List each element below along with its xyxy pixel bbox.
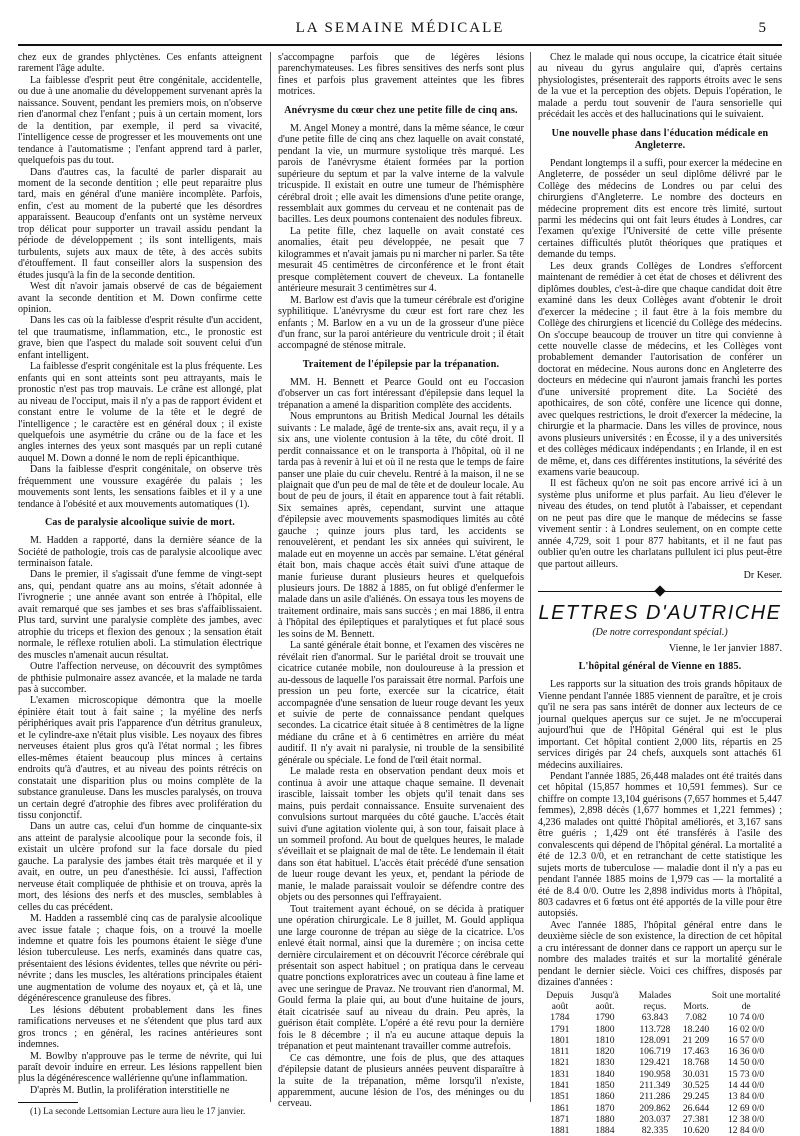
table-cell: 16 57 0/0	[727, 1034, 765, 1046]
table-cell: 16 36 0/0	[727, 1046, 765, 1058]
paragraph: La petite fille, chez laquelle on avait constaté ces anomalies, était peu développée, ne pesait que 7 kilogrammes et n'avait jamais pu ni marcher ni parler. Sa tête mesurait 45 centimètres de circonférence et le front était presque complètement couvert de cheveux. La fontanelle antérieure mesurait 3 centimètres sur 4.	[278, 225, 524, 295]
table-cell: 1800	[595, 1023, 615, 1035]
table-cell: 1860	[595, 1091, 615, 1103]
table-cell: 1801	[550, 1034, 570, 1046]
table-cell: 26.644	[682, 1102, 710, 1114]
lettres-heading: LETTRES D'AUTRICHE	[538, 602, 782, 625]
table-cell: 30.525	[682, 1080, 710, 1091]
table-cell: 1820	[595, 1046, 615, 1058]
section-ornament	[538, 587, 782, 597]
table-cell: 106.719	[639, 1046, 671, 1058]
table-cell: 1870	[595, 1102, 615, 1114]
paragraph: Pendant longtemps il a suffi, pour exercer la médecine en Angleterre, de posséder un seul diplôme délivré par le Collège des médecins de Londres ou par celui des chirurgiens d'Angleterre. Le nombre des docteurs en médecine proprement dits est encore très limité, surtout parmi les médecins qui ont fait leurs études à Londres, car l'examen qu'exige l'Université de cette ville présente certaines difficultés plutôt théoriques que pratiques et demande du temps.	[538, 157, 782, 261]
table-row	[538, 1114, 782, 1125]
article-columns	[18, 52, 782, 1136]
table-cell: 1881	[550, 1125, 570, 1136]
table-cell: 21 209	[682, 1034, 710, 1046]
paragraph: Dans le premier, il s'agissait d'une femme de vingt-sept ans, qui, pendant quatre ans au moins, s'était adonnée à l'ivrognerie ; une année avant son entrée à l'hôpital, elle avait remarqué que ses jambes et ses bras s'affaiblissaient. Plus tard, survint une paralysie complète des jambes, avec atrophie du triceps et flexion des genoux ; la sensation était normale, le réflexe rotulien aboli. La stimulation électrique des muscles n'amenait aucun résultat.	[18, 569, 262, 661]
paragraph: Dans d'autres cas, la faculté de parler disparait au moment de la seconde dentition ; elle peut reparaitre plus tard, mais en général d'une manière incomplète. Parfois, enfin, c'est au moment de la puberté que les désordres apparaissent. Beaucoup d'enfants ont un système nerveux trop délicat pour supporter un travail assidu pendant la période de développement ; ils sont intelligents, mais turbulents, sujets aux maux de tête, à des accès subits d'étouffement. Il faut conseiller alors la suspension des études jusqu'à la fin de la seconde dentition.	[18, 166, 262, 281]
paragraph: s'accompagne parfois que de légères lésions parenchymateuses. Les fibres sensitives des nerfs sont plus fines et parfois plus gravement atteintes que les fibres motrices.	[278, 52, 524, 98]
table-cell: 1840	[595, 1068, 615, 1080]
table-cell: 1841	[550, 1080, 570, 1091]
paragraph: La santé générale était bonne, et l'examen des viscères ne révélait rien d'anormal. Sur le pariétal droit se trouvait une cicatrice cutanée mobile, non douloureuse à la pression et au-dessous de laquelle l'os paraissait être normal. Parfois une pression un peu forte, exercée sur la cicatrice, était accompagnée d'une sensation de lueur rouge devant les yeux et suivie de perte de connaissance pendant quelques secondes. La cicatrice était située à 8 centimètres de la ligne médiane du crâne et à 6 centimètres en arrière du méat auditif. Il n'y avait ni paralysie, ni trouble de la sensibilité générale ou spéciale. Le fond de l'œil était normal.	[278, 640, 524, 766]
table-cell: 1830	[595, 1057, 615, 1069]
paragraph: Outre l'affection nerveuse, on découvrit des symptômes de phthisie pulmonaire assez avancée, et la malade ne tarda pas à succomber.	[18, 661, 262, 696]
table-cell: 1810	[595, 1034, 615, 1046]
column-divider	[270, 52, 271, 1102]
journal-title: LA SEMAINE MÉDICALE	[295, 20, 505, 36]
paragraph: Dans les cas où la faiblesse d'esprit résulte d'un accident, tel que traumatisme, inflammation, etc., le pronostic est grave, bien que l'aspect du malade soit souvent celui d'un enfant intelligent.	[18, 315, 262, 361]
table-cell: 190.958	[639, 1068, 671, 1080]
table-cell: 14 50 0/0	[727, 1057, 765, 1069]
section-heading-paralysie: Cas de paralysie alcoolique suivie de mort.	[45, 517, 235, 529]
table-cell: 211.349	[639, 1080, 671, 1091]
table-cell: 1791	[550, 1023, 570, 1035]
table-cell: 10 74 0/0	[727, 1012, 765, 1024]
section-heading-epilepsie: Traitement de l'épilepsie par la trépanation.	[302, 358, 500, 370]
table-cell: 10.620	[682, 1125, 710, 1136]
paragraph: La faiblesse d'esprit peut être congénitale, accidentelle, ou due à une anomalie du développement survenant après la naissance. Souvent, pendant les premiers mois, on n'observe rien d'anormal chez l'enfant ; puis à un certain moment, lors de la dentition, par exemple, il perd sa vivacité, l'intelligence cesse de progresser et les mouvements ont une tendance à l'automatisme ; l'enfant apprend tard à parler, quelquefois pas du tout.	[18, 74, 262, 167]
section-heading-anevrysme: Anévrysme du cœur chez une petite fille de cinq ans.	[284, 104, 518, 116]
table-cell: 203.037	[639, 1113, 671, 1125]
table-cell: 1790	[595, 1012, 615, 1024]
table-row	[538, 1080, 782, 1091]
table-cell: 12 69 0/0	[727, 1102, 765, 1114]
paragraph: Dans la faiblesse d'esprit congénitale, on observe très fréquemment une voussure exagérée du palais ; les mouvements sont lents, les sensations faibles et il y a une tendance à l'obésité et aux mouvements automatiques (1).	[18, 464, 262, 510]
paragraph: Les lésions débutent probablement dans les fines ramifications nerveuses et ne s'étendent que plus tard aux gros troncs ; en général, les racines antérieures sont indemnes.	[18, 1004, 262, 1051]
table-cell: 1784	[550, 1012, 570, 1024]
table-cell: 15 73 0/0	[727, 1068, 765, 1080]
table-cell: 12 84 0/0	[727, 1125, 765, 1136]
paragraph: M. Barlow est d'avis que la tumeur cérébrale est d'origine syphilitique. L'anévrysme du cœur est fort rare chez les enfants ; M. Barlow en a vu un de la grosseur d'une pièce d'un franc, sur la paroi antérieure du ventricule droit ; il était accompagné de sténose mitrale.	[278, 294, 524, 352]
table-row	[538, 1103, 782, 1114]
table-row	[538, 1024, 782, 1035]
table-cell: 113.728	[639, 1023, 671, 1035]
paragraph: Il est fâcheux qu'on ne soit pas encore arrivé ici à un système plus uniforme et plus parfait. Au lieu d'élever le niveau des études, on tend plutôt à l'abaisser, et cependant on ne peut pas dire que le manque de médecins se fasse vivement sentir : à Londres seulement, on en compte cette année 4,729, soit 1 pour 877 habitants, et il ne faut pas oublier qu'en outre les charlatans pullulent ici plus peut-être que partout ailleurs.	[538, 478, 782, 570]
column-right	[538, 52, 782, 1136]
section-heading-hopital: L'hôpital général de Vienne en 1885.	[578, 661, 742, 673]
table-cell: 128.091	[639, 1034, 671, 1046]
paragraph: Le malade resta en observation pendant deux mois et continua à avoir une attaque chaque semaine. Il devenait irascible, laissait tomber les objets qu'il tenait dans ses mains, puis perdait connaissance. Ensuite survenaient des convulsions surtout marquées du côté gauche. L'accès était suivi d'une agitation violente qui, à son tour, faisait place à un sommeil profond. Au bout de quelques heures, le malade s'éveillait et se plaignait de mal de tête. Le lendemain il était dans son état habituel. L'accès était précédé d'une sensation de lueur rouge devant les yeux, et, pendant la période de manie, le malade paraissait vouloir se défendre contre des objets ou des personnes qui l'effrayaient.	[278, 766, 524, 904]
table-cell: 27.381	[682, 1113, 710, 1125]
paragraph: Ce cas démontre, une fois de plus, que des attaques d'épilepsie datant de plusieurs années peuvent disparaître à la suite de la trépanation, même lorsqu'il n'existe, apparemment, aucune lésion de l'os, des méninges ou du cerveau.	[278, 1052, 524, 1110]
table-header: Morts.	[683, 1000, 709, 1012]
table-row	[538, 1035, 782, 1046]
page-header	[0, 8, 800, 40]
paragraph: Avec l'année 1885, l'hôpital général entre dans le deuxième siècle de son existence, la direction de cet hôpital a cru intéressant de donner dans ce rapport un aperçu sur le nombre des malades traités et sur la mortalité générale pendant le dernier siècle. Voici ces chiffres, disposés par dizaines d'années :	[538, 919, 782, 989]
table-cell: 18.768	[682, 1057, 710, 1069]
paragraph: M. Hadden a rapporté, dans la dernière séance de la Société de pathologie, trois cas de paralysie alcoolique avec terminaison fatale.	[18, 535, 262, 570]
page-number: 5	[758, 20, 766, 36]
table-row	[538, 1091, 782, 1102]
table-cell: 1884	[595, 1125, 615, 1136]
table-header: Depuis août	[546, 989, 574, 1012]
table-row	[538, 1069, 782, 1080]
dateline: Vienne, le 1er janvier 1887.	[668, 642, 782, 654]
paragraph: Dans un autre cas, celui d'un homme de cinquante-six ans atteint de paralysie alcoolique pour la seconde fois, il existait un ulcère profond sur la face dorsale du pied gauche. La paralysie des jambes était très marquée et il y avait, en outre, un peu d'anesthésie. Ici aussi, l'affection nerveuse était compliquée de phthisie et on trouva, après la mort, des lésions des nerfs et des muscles, semblables à celles du cas précédent.	[18, 821, 262, 913]
paragraph: Nous empruntons au British Medical Journal les détails suivants : Le malade, âgé de trente-six ans, avait reçu, il y a six ans, une violente contusion à la tête, du côté droit. Il perdit connaissance et on le transporta à l'hôpital, où il ne tarda pas à revenir à lui et où il ne resta que le temps de faire panser une plaie du cuir chevelu. Rentré à la maison, il ne se plaignait que d'un peu de mal de tête et de douleur locale. Au bout de peu de jours, il était en apparence tout à fait rétabli. Six semaines après, cependant, survint une attaque d'épilepsie avec mouvements spasmodiques limités au côté gauche ; quinze jours plus tard, les accidents se renouvelèrent, et pendant les six années qui suivirent, le malade eut en moyenne un accès par semaine. L'état général était bon, mais chaque accès était suivi d'une attaque de manie furieuse durant plusieurs heures et quelquefois plusieurs jours. De 1882 à 1885, on fut obligé d'enfermer le malade dans un asile d'aliénés. On essaya tous les moyens de traitement ordinaire, mais sans succès ; en mai 1886, il entra à l'hôpital des épileptiques et paralytiques et fut placé sous les soins de M. Bennett.	[278, 411, 524, 640]
correspondent-subtitle: (De notre correspondant spécial.)	[592, 627, 728, 639]
paragraph: Pendant l'année 1885, 26,448 malades ont été traités dans cet hôpital (15,857 hommes et 10,591 femmes). Sur ce chiffre on compte 13,104 guérisons (7,657 hommes et 5,447 femmes), 2,898 décès (1,677 hommes et 1,221 femmes) ; 4,236 malades ont quitté l'hôpital améliorés, et 3,167 sans être guéris ; 1,429 ont été transférés à l'asile des convalescents qui dépend de l'hôpital général. La mortalité a été de 12.3 0/0, et en retranchant de cette statistique les sujets morts de tuberculose — maladie dont il n'y a pas eu pendant l'année 1885 moins de 1,979 cas — la mortalité a été de 8.4 0/0. Outre les 2,898 individus morts à l'hôpital, 803 cadavres et 6 fœtus ont été apportés de la ville pour être autopsiés.	[538, 771, 782, 920]
table-header: Soit une mortalité de	[711, 989, 781, 1012]
table-row	[538, 1125, 782, 1136]
table-cell: 82.335	[641, 1125, 669, 1136]
table-cell: 16 02 0/0	[727, 1023, 765, 1035]
table-header: Malades reçus.	[638, 989, 672, 1012]
table-cell: 1831	[550, 1068, 570, 1080]
paragraph: Les deux grands Collèges de Londres s'efforcent maintenant de remédier à cet état de choses et délivrent des diplômes doubles, c'est-à-dire que chaque candidat doit être examiné dans les deux Collèges avant d'obtenir le droit d'exercer la médecine ; il faut être à la fois membre du Collège des chirurgiens et licencié du Collège des médecins. On s'occupe beaucoup de trouver un titre qui convienne à cette nouvelle classe de médecins, et les Collèges vont probablement demander l'autorisation de conférer un doctorat en médecine. Nous aurons donc en Angleterre des docteurs en médecine qui n'auront jamais franchi les portes d'une université proprement dite. La Société des apothicaires, de son côté, confère une licence qui donne, avec quelques restrictions, le droit d'exercer la médecine, la chirurgie et la pharmacie. Dans les villes de province, nous avons plusieurs universités : en Écosse, il y a des universités et des collèges médicaux indépendants ; en Irlande, il en est de même, et, dans ces différentes institutions, la sévérité des examens varie beaucoup.	[538, 260, 782, 478]
table-cell: 1871	[550, 1113, 570, 1125]
paragraph: West dit n'avoir jamais observé de cas de bégaiement avant la seconde dentition et M. Down confirme cette opinion.	[18, 281, 262, 315]
paragraph: M. Hadden a rassemblé cinq cas de paralysie alcoolique avec issue fatale ; chaque fois, on a trouvé la moelle indemne et quatre fois les poumons étaient le siège d'une lésion tuberculeuse. Les nerfs, examinés dans quatre cas, présentaient des lésions évidentes, telles que névrite ou péri-névrite ; dans les muscles, les altérations principales étaient une augmentation de volume des noyaux et, çà et là, une dégénérescence granuleuse des fibres.	[18, 913, 262, 1005]
table-cell: 14 44 0/0	[727, 1080, 765, 1091]
table-cell: 1821	[550, 1057, 570, 1069]
table-cell: 12 38 0/0	[727, 1113, 765, 1125]
table-cell: 13 84 0/0	[727, 1091, 765, 1103]
table-cell: 63.843	[641, 1012, 669, 1024]
table-row	[538, 1046, 782, 1057]
column-middle	[278, 52, 524, 1112]
column-divider	[530, 52, 531, 1102]
table-cell: 1851	[550, 1091, 570, 1103]
author-signature: Dr Keser.	[743, 570, 782, 582]
table-cell: 1811	[550, 1046, 570, 1058]
column-left	[18, 52, 262, 1118]
paragraph: D'après M. Butlin, la prolifération interstitielle ne	[30, 1084, 230, 1096]
paragraph: MM. H. Bennett et Pearce Gould ont eu l'occasion d'observer un cas fort intéressant d'épilepsie dans lequel la trépanation a amené la disparition complète des accidents.	[278, 376, 524, 411]
table-cell: 17.463	[682, 1046, 710, 1058]
section-heading-education: Une nouvelle phase dans l'éducation médicale en Angleterre.	[551, 127, 769, 151]
paragraph: L'examen microscopique démontra que la moelle épinière était tout à fait saine ; la myéline des nerfs périphériques avait pris l'apparence d'un détritus granuleux, et le cylindre-axe n'était plus visible. Les noyaux des fibres nerveuses étaient plus gros qu'à l'état normal ; les fibres elles-mêmes étaient beaucoup plus minces à certains endroits qu'à d'autres, et au niveau des points rétrécis on constatait une disparition plus ou moins complète de la substance granuleuse. Dans les muscles paralysés, on trouva un certain degré d'atrophie des fibres avec prolifération du tissu conjonctif.	[18, 695, 262, 821]
header-rule	[18, 44, 782, 46]
table-row	[538, 1012, 782, 1023]
table-cell: 29.245	[682, 1091, 710, 1103]
paragraph: La faiblesse d'esprit congénitale est la plus fréquente. Les enfants qui en sont atteints sont peu attrayants, mais le pronostic n'est pas trop mauvais. Le crâne est allongé, plat au niveau de l'occiput, mais il n'y a pas de rapport évident et constant entre le volume de la tête et le degré de l'intelligence ; le caractère est en général doux ; il existe quelquefois une asymétrie du crâne ou de la face et les angles internes des yeux sont masqués par un repli cutané auquel M. Down a donné le nom de repli épicanthique.	[18, 361, 262, 464]
footnote: (1) La seconde Lettsomian Lecture aura lieu le 17 janvier.	[30, 1107, 246, 1118]
table-cell: 30.031	[682, 1068, 710, 1080]
table-cell: 211.286	[639, 1091, 671, 1103]
table-cell: 1850	[595, 1080, 615, 1091]
paragraph: Les rapports sur la situation des trois grands hôpitaux de Vienne pendant l'année 1885 viennent de paraître, et je crois qu'il ne sera pas sans intérêt de donner aux lecteurs de ce journal quelques aperçus sur ce sujet. Je ne m'occuperai aujourd'hui que de l'Hôpital Général qui est le plus important. Cet hôpital contient 2,000 lits, répartis en 25 services dirigés par 24 chefs, auxquels sont attachés 61 médecins auxiliaires.	[538, 679, 782, 771]
table-cell: 209.862	[639, 1102, 671, 1114]
paragraph: Chez le malade qui nous occupe, la cicatrice était située au niveau du gyrus angulaire qui, d'après certains physiologistes, présenterait des rapports étroits avec le sens de la vue et la perception des objets. Depuis l'opération, le malade a perdu tout souvenir de l'aura sensorielle qui précédait les accès et des hallucinations qui le suivaient.	[538, 52, 782, 121]
paragraph: M. Bowlby n'approuve pas le terme de névrite, qui lui paraît devoir induire en erreur. Les lésions rappellent bien plus la dégénérescence wallérienne qu'une inflammation.	[18, 1050, 262, 1085]
paragraph: Tout traitement ayant échoué, on se décida à pratiquer une opération chirurgicale. Le 8 juillet, M. Gould appliqua une large couronne de trépan au siège de la cicatrice. L'os enlevé était normal, ainsi que la duremère ; on incisa cette dernière circulairement et on découvrit l'écorce cérébrale qui présentait son aspect habituel ; on pratiqua dans le cerveau quatre ponctions exploratrices avec un couteau à fine lame et avec une seringue de Pravaz. Ne trouvant rien d'anormal, M. Gould ferma la plaie qui, au bout d'une huitaine de jours, était cicatrisée sauf au niveau du drain. Peu après, la guérison était complète. L'opéré a été revu pour la dernière fois le 8 décembre ; il n'a eu aucune attaque depuis la trépanation et peut maintenant travailler comme autrefois.	[278, 903, 524, 1053]
table-cell: 18.240	[682, 1023, 710, 1035]
table-row	[538, 1057, 782, 1068]
paragraph: M. Angel Money a montré, dans la même séance, le cœur d'une petite fille de cinq ans chez laquelle on avait constaté, pendant la vie, un murmure systolique très marqué. Les parois de l'anévrysme étaient formées par la portion supérieure du septum et par la valve interne de la valvule tricuspide. Il existait en outre une tumeur de l'hémisphère cérébral droit ; elle avait les dimensions d'une petite orange, ressemblait aux gommes du cerveau et ne contenait pas de bacilles. Les deux poumons contenaient des nodules fibreux.	[278, 122, 524, 226]
table-cell: 1861	[550, 1102, 570, 1114]
table-cell: 7.082	[685, 1012, 707, 1024]
footnote-rule	[18, 1102, 78, 1103]
table-header-row	[538, 990, 782, 1013]
paragraph: chez eux de grandes phlyctènes. Ces enfants atteignent rarement l'âge adulte.	[18, 52, 262, 75]
table-cell: 129.421	[639, 1057, 671, 1069]
table-cell: 1880	[595, 1113, 615, 1125]
mortality-table	[538, 990, 782, 1136]
table-header: Jusqu'à août.	[590, 989, 619, 1012]
